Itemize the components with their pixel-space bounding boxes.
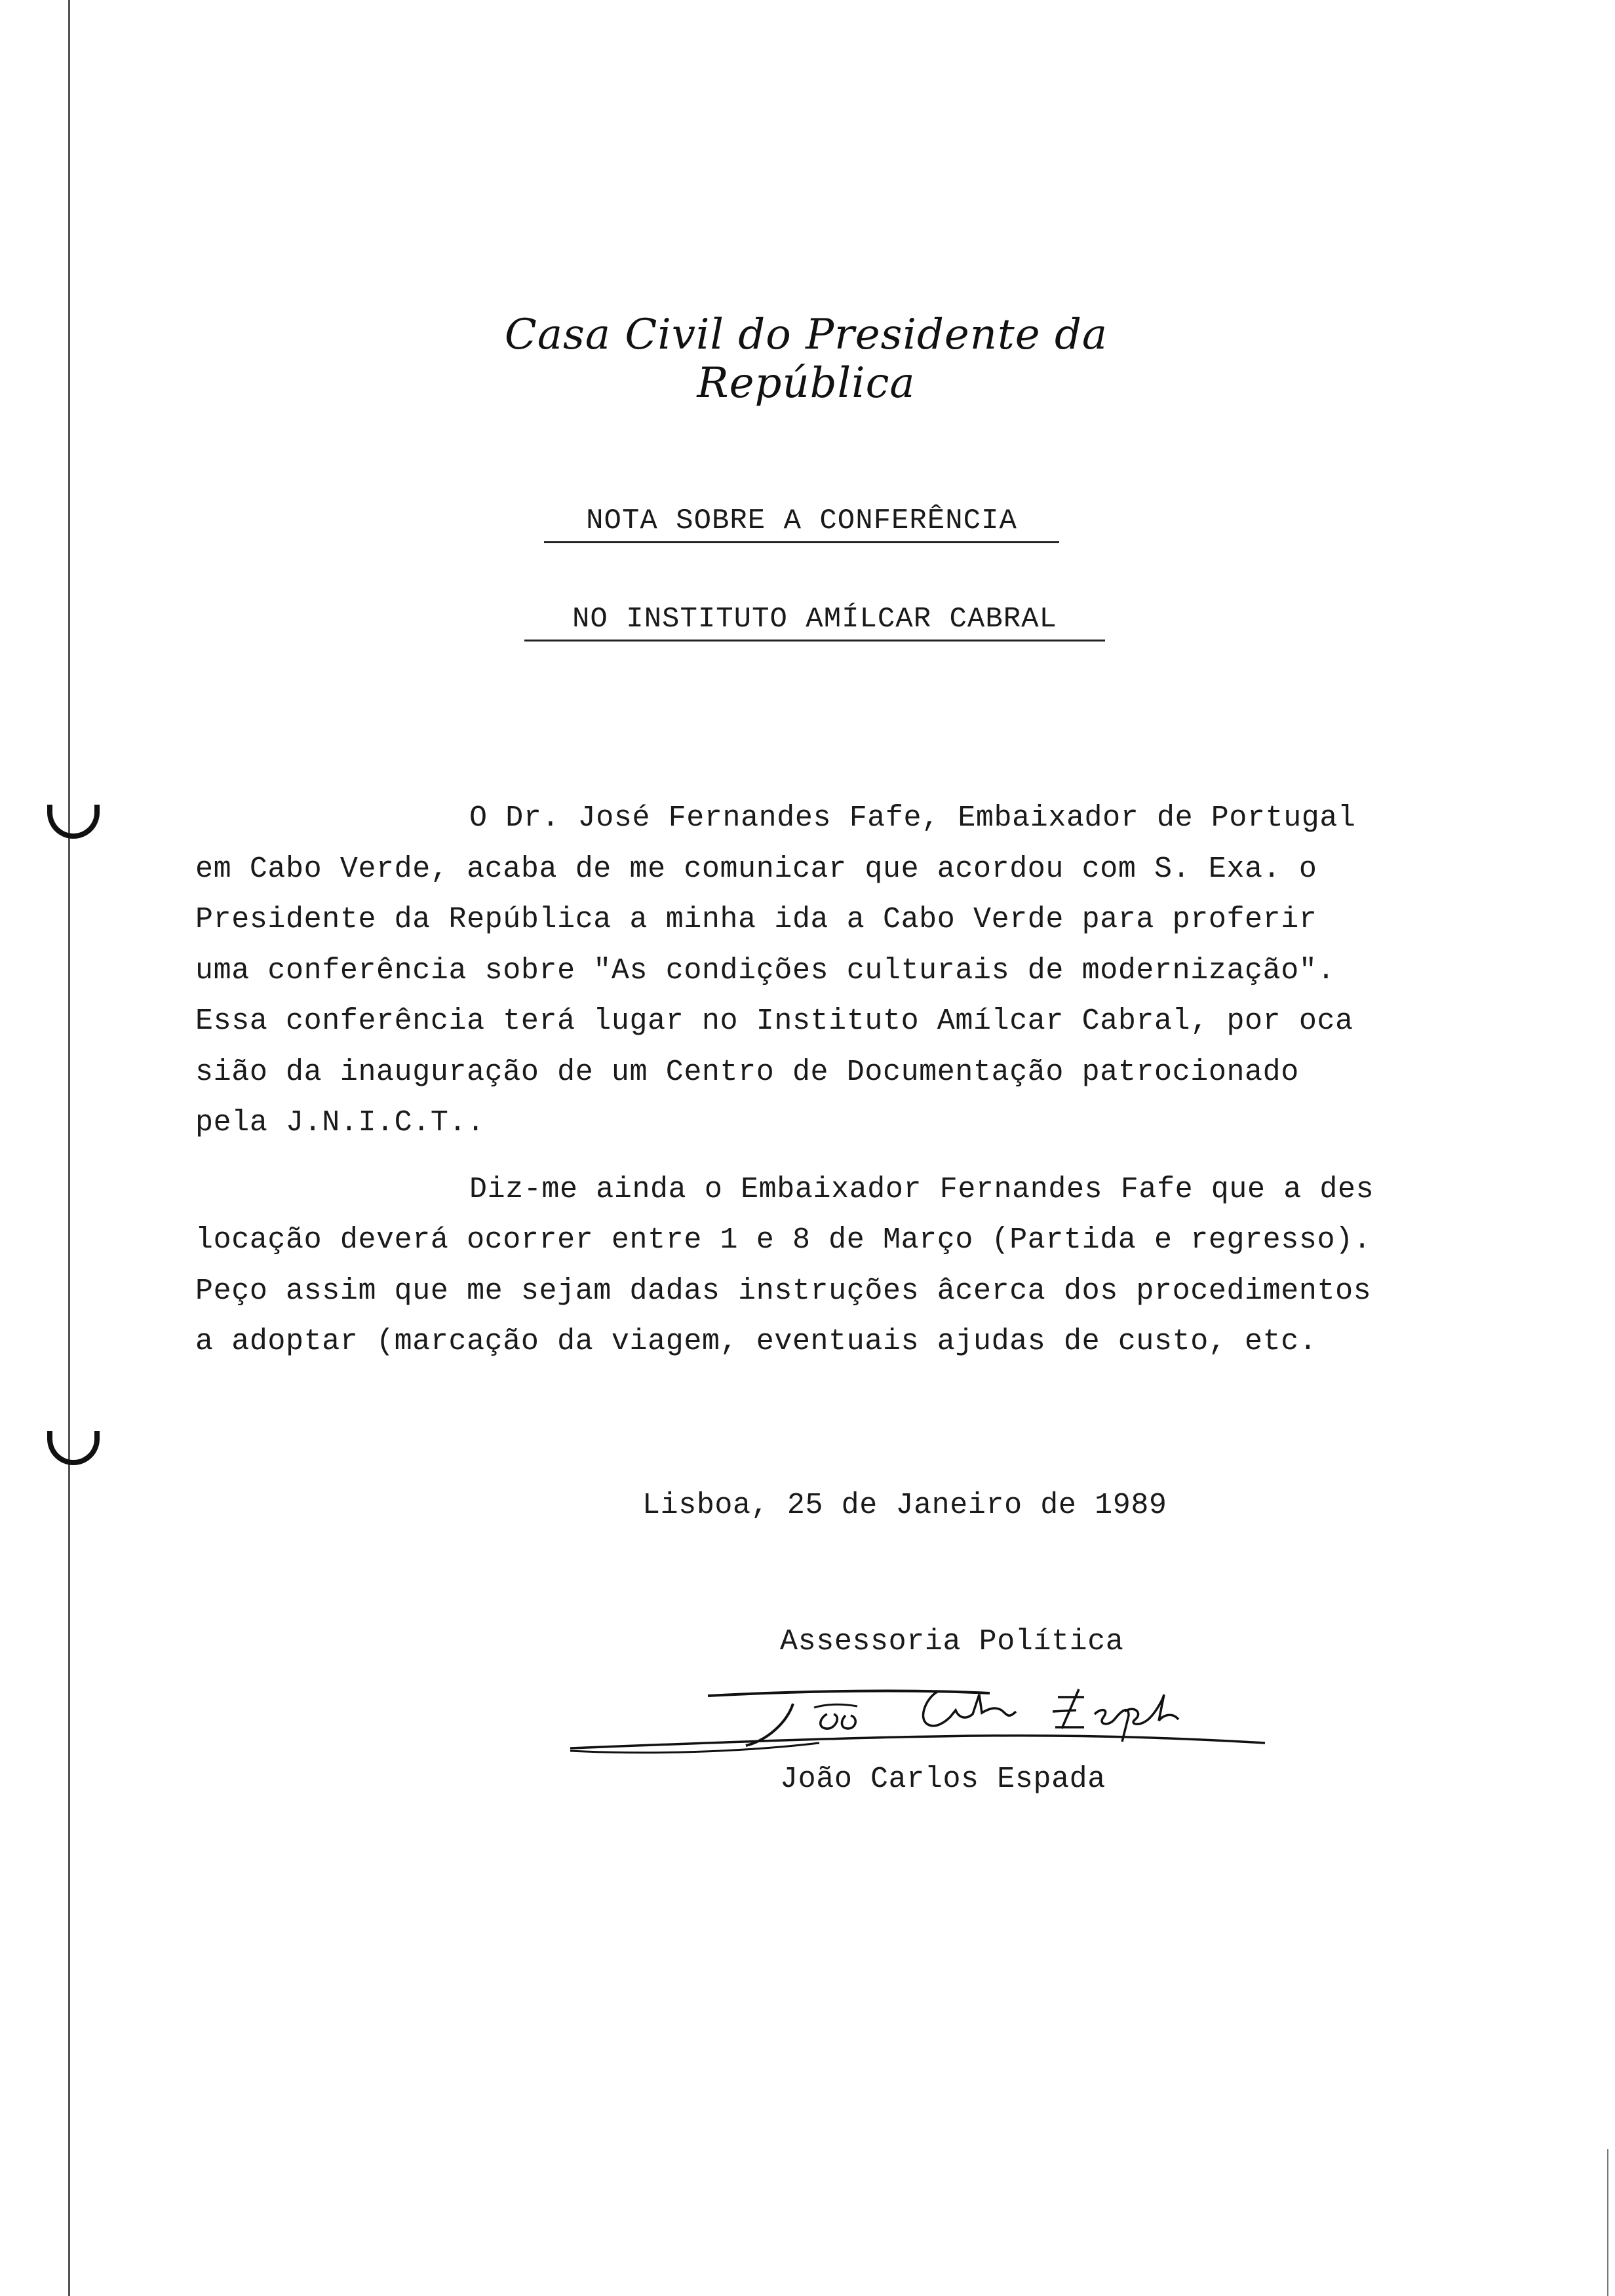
body-line: sião da inauguração de um Centro de Documentação patrocionado — [195, 1055, 1299, 1089]
office-name: Assessoria Política — [780, 1625, 1124, 1658]
title-line-1: NOTA SOBRE A CONFERÊNCIA — [586, 505, 1017, 537]
title-line-2: NO INSTITUTO AMÍLCAR CABRAL — [572, 603, 1057, 636]
body-line: a adoptar (marcação da viagem, eventuais ajudas de custo, etc. — [195, 1325, 1317, 1358]
body-line: O Dr. José Fernandes Fafe, Embaixador de Portugal — [469, 801, 1356, 835]
body-line: Diz-me ainda o Embaixador Fernandes Fafe que a des — [469, 1172, 1374, 1206]
body-line: em Cabo Verde, acaba de me comunicar que acordou com S. Exa. o — [195, 852, 1317, 886]
body-line: locação deverá ocorrer entre 1 e 8 de Março (Partida e regresso). — [195, 1223, 1372, 1257]
page-edge-line-right — [1607, 2149, 1608, 2296]
body-line: pela J.N.I.C.T.. — [195, 1106, 485, 1139]
handwritten-signature — [570, 1677, 1265, 1776]
page-edge-line — [68, 0, 70, 2296]
punch-hole-mark — [47, 805, 100, 839]
letterhead: Casa Civil do Presidente da República — [504, 311, 1108, 408]
body-line: Essa conferência terá lugar no Instituto Amílcar Cabral, por oca — [195, 1004, 1353, 1038]
title-underline — [544, 541, 1059, 543]
letter-body — [195, 793, 1506, 1383]
paragraph-1 — [195, 793, 1506, 1149]
date-line: Lisboa, 25 de Janeiro de 1989 — [642, 1489, 1167, 1522]
title-underline — [524, 640, 1105, 641]
paragraph-2 — [195, 1164, 1506, 1368]
signatory-name: João Carlos Espada — [780, 1763, 1106, 1796]
body-line: Presidente da República a minha ida a Cabo Verde para proferir — [195, 903, 1317, 936]
body-line: Peço assim que me sejam dadas instruções âcerca dos procedimentos — [195, 1274, 1372, 1308]
body-line: uma conferência sobre "As condições culturais de modernização". — [195, 953, 1336, 987]
punch-hole-mark — [47, 1431, 100, 1465]
